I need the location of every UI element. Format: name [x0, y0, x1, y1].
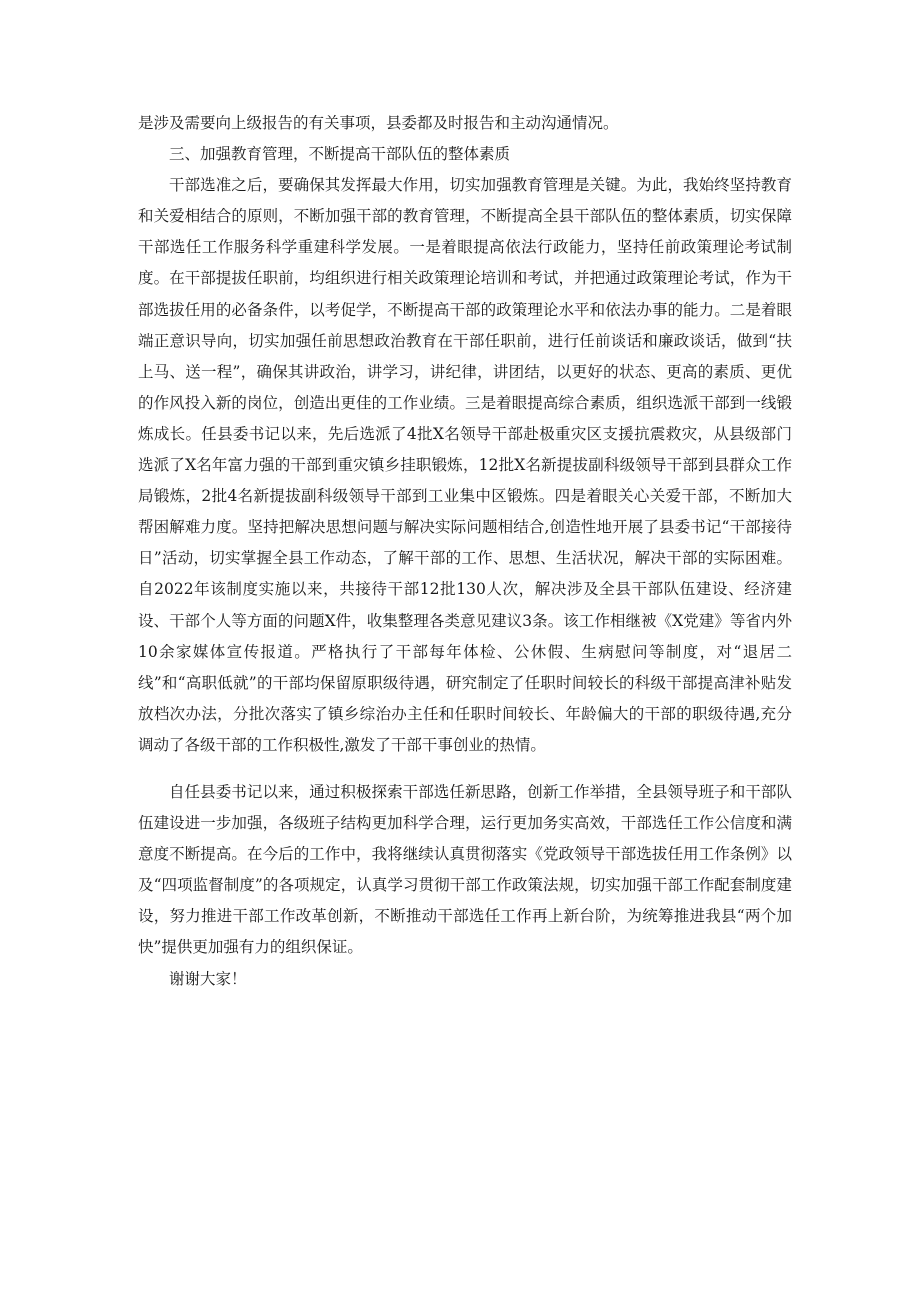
continuation-paragraph: 是涉及需要向上级报告的有关事项，县委都及时报告和主动沟通情况。 [138, 114, 619, 132]
body-paragraph-education-management: 干部选准之后，要确保其发挥最大作用，切实加强教育管理是关键。为此，我始终坚持教育和关爱相结合的原则，不断加强干部的教育管理，不断提高全县干部队伍的整体素质，切实保障干部选任工作服务科学重建科学发展。一是着眼提高依法行政能力，坚持任前政策理论考试制度。在干部提拔任职前，均组织进行相关政策理论培训和考试，并把通过政策理论考试，作为干部选拔任用的必备条件，以考促学，不断提高干部的政策理论水平和依法办事的能力。二是着眼端正意识导向，切实加强任前思想政治教育在干部任职前，进行任前谈话和廉政谈话，做到“扶上马、送一程”，确保其讲政治，讲学习，讲纪律，讲团结，以更好的状态、更高的素质、更优的作风投入新的岗位，创造出更佳的工作业绩。三是着眼提高综合素质，组织选派干部到一线锻炼成长。任县委书记以来，先后选派了4批X名领导干部赴极重灾区支援抗震救灾，从县级部门选派了X名年富力强的干部到重灾镇乡挂职锻炼，12批X名新提拔副科级领导干部到县群众工作局锻炼，2批4名新提拔副科级领导干部到工业集中区锻炼。四是着眼关心关爱干部，不断加大帮困解难力度。坚持把解决思想问题与解决实际问题相结合,创造性地开展了县委书记“干部接待日”活动，切实掌握全县工作动态，了解干部的工作、思想、生活状况，解决干部的实际困难。自2022年该制度实施以来，共接待干部12批130人次，解决涉及全县干部队伍建设、经济建设、干部个人等方面的问题X件，收集整理各类意见建议3条。该工作相继被《X党建》等省内外10余家媒体宣传报道。严格执行了干部每年体检、公休假、生病慰问等制度，对“退居二线”和“高职低就”的干部均保留原职级待遇，研究制定了任职时间较长的科级干部提高津补贴发放档次办法，分批次落实了镇乡综治办主任和任职时间较长、年龄偏大的干部的职级待遇,充分调动了各级干部的工作积极性,激发了干部干事创业的热情。 [138, 176, 792, 754]
body-paragraph-conclusion: 自任县委书记以来，通过积极探索干部选任新思路，创新工作举措，全县领导班子和干部队伍建设进一步加强，各级班子结构更加科学合理，运行更加务实高效，干部选任工作公信度和满意度不断提高。在今后的工作中，我将继续认真贯彻落实《党政领导干部选拔任用工作条例》以及“四项监督制度”的各项规定，认真学习贯彻干部工作政策法规，切实加强干部工作配套制度建设，努力推进干部工作改革创新，不断推动干部选任工作再上新台阶，为统筹推进我县“两个加快”提供更加强有力的组织保证。 [138, 782, 792, 957]
closing-thanks: 谢谢大家！ [169, 969, 247, 988]
section-heading: 三、加强教育管理，不断提高干部队伍的整体素质 [169, 145, 511, 164]
document-page [138, 108, 792, 995]
paragraph-spacer [138, 761, 792, 777]
